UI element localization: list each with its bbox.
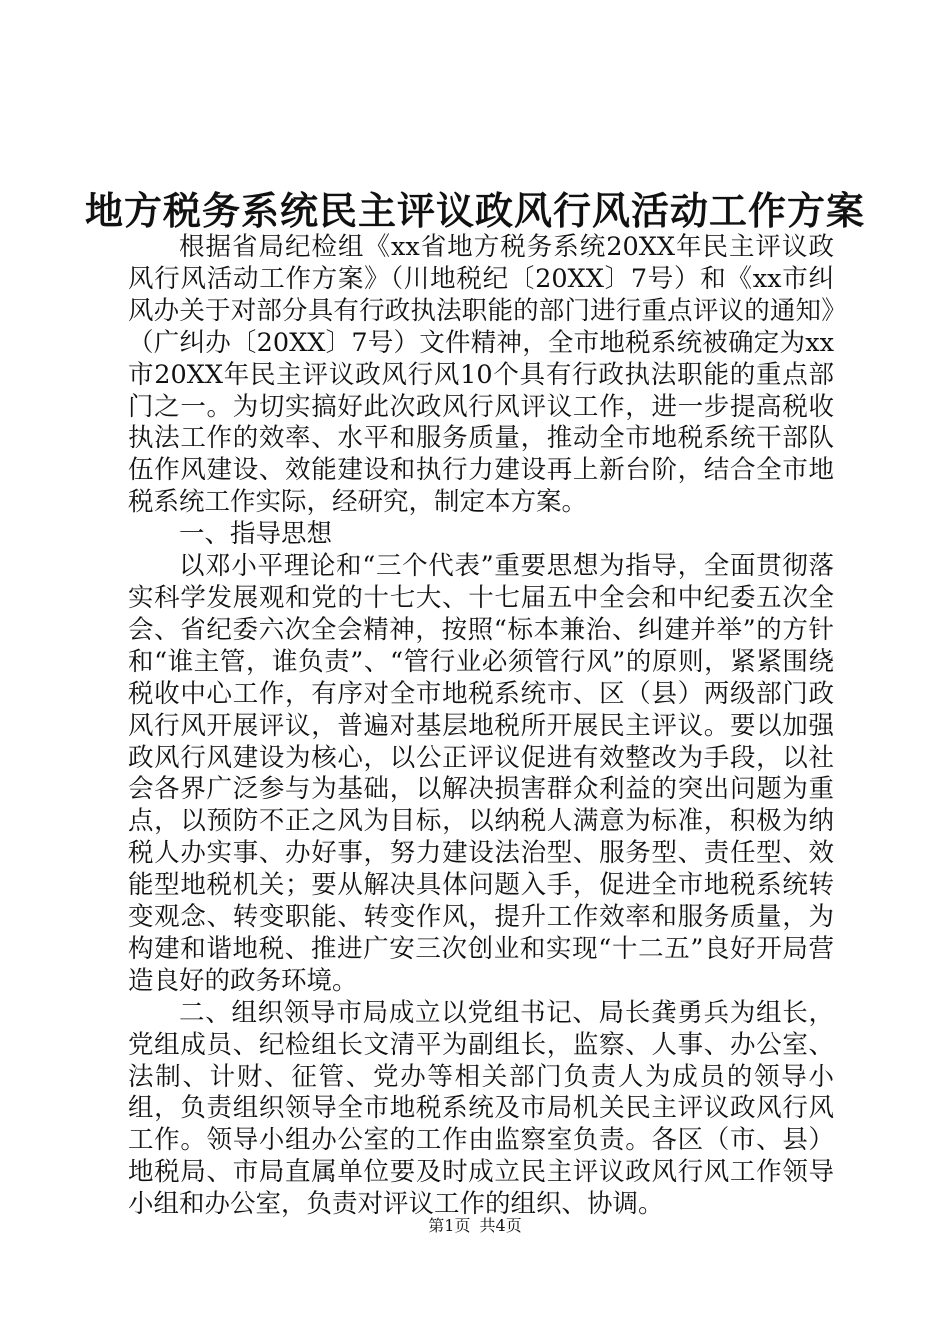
intro-paragraph: 根据省局纪检组《xx省地方税务系统20XX年民主评议政风行风活动工作方案》（川地税纪〔20XX〕7号）和《xx市纠风办关于对部分具有行政执法职能的部门进行重点评议的通知》（广纠办〔20XX〕7号）文件精神，全市地税系统被确定为xx市20XX年民主评议政风行风10个具有行政执法职能的重点部门之一。为切实搞好此次政风行风评议工作，进一步提高税收执法工作的效率、水平和服务质量，推动全市地税系统干部队伍作风建设、效能建设和执行力建设再上新台阶，结合全市地税系统工作实际，经研究，制定本方案。 xyxy=(128,232,834,518)
organization-leadership-paragraph: 二、组织领导市局成立以党组书记、局长龚勇兵为组长，党组成员、纪检组长文清平为副组长，监察、人事、办公室、法制、计财、征管、党办等相关部门负责人为成员的领导小组，负责组织领导全市地税系统及市局机关民主评议政风行风工作。领导小组办公室的工作由监察室负责。各区（市、县）地税局、市局直属单位要及时成立民主评议政风行风工作领导小组和办公室，负责对评议工作的组织、协调。 xyxy=(128,997,834,1220)
document-body xyxy=(128,232,834,1221)
page-footer xyxy=(0,1216,950,1236)
section-heading-guiding-ideology: 一、指导思想 xyxy=(179,519,333,550)
document-title: 地方税务系统民主评议政风行风活动工作方案 xyxy=(84,188,865,233)
page-total: 共4页 xyxy=(479,1216,522,1235)
guiding-ideology-paragraph: 以邓小平理论和“三个代表”重要思想为指导，全面贯彻落实科学发展观和党的十七大、十七届五中全会和中纪委五次全会、省纪委六次全会精神，按照“标本兼治、纠建并举”的方针和“谁主管，谁负责”、“管行业必须管行风”的原则，紧紧围绕税收中心工作，有序对全市地税系统市、区（县）两级部门政风行风开展评议，普遍对基层地税所开展民主评议。要以加强政风行风建设为核心，以公正评议促进有效整改为手段，以社会各界广泛参与为基础，以解决损害群众利益的突出问题为重点，以预防不正之风为目标，以纳税人满意为标准，积极为纳税人办实事、办好事，努力建设法治型、服务型、责任型、效能型地税机关；要从解决具体问题入手，促进全市地税系统转变观念、转变职能、转变作风，提升工作效率和服务质量，为构建和谐地税、推进广安三次创业和实现“十二五”良好开局营造良好的政务环境。 xyxy=(128,551,834,996)
page-number: 第1页 xyxy=(428,1216,471,1235)
